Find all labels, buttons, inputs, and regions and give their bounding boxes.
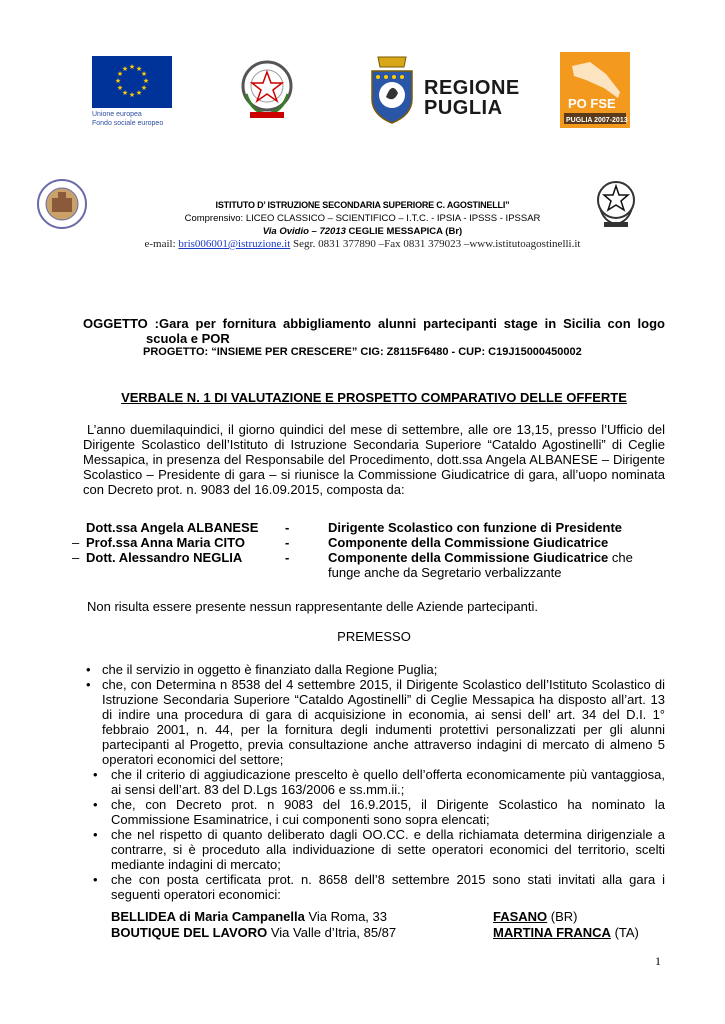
italian-republic-emblem [238,54,296,124]
eu-flag-logo [92,56,172,108]
po-fse-text: PO FSE [568,96,616,111]
supplier-city-name: MARTINA FRANCA [493,925,611,940]
supplier-province: (TA) [610,925,639,940]
po-fse-puglia-logo [560,52,630,128]
supplier-address: Via Roma, 33 [304,909,387,924]
oggetto-text: Gara per fornitura abbigliamento alunni partecipanti stage in Sicilia con logo [159,316,665,331]
logo-row [0,48,725,138]
oggetto-label: OGGETTO : [83,316,159,331]
svg-text:★: ★ [116,70,124,78]
supplier-name: BELLIDEA di Maria Campanella [111,909,305,924]
email-link[interactable]: bris006001@istruzione.it [178,238,291,250]
svg-text:★: ★ [128,91,136,99]
oggetto-line2: scuola e POR [146,331,230,346]
no-representatives-line: Non risulta essere presente nessun rappresentante delle Aziende partecipanti. [87,599,538,614]
svg-text:★: ★ [116,84,124,92]
svg-text:★: ★ [121,89,129,97]
premesso-list [83,662,665,902]
eu-caption-line1: Unione europea [92,111,142,118]
address-street: Via Ovidio – 72013 [262,226,346,237]
supplier-city [493,925,639,941]
regione-puglia-logo-text [424,78,520,118]
commission-members [72,520,668,580]
intro-paragraph [83,422,665,497]
svg-text:★: ★ [121,65,129,73]
suppliers-list [111,909,671,941]
svg-text:★: ★ [135,89,143,97]
list-item: • che, con Decreto prot. n 9083 del 16.9.2015, il Dirigente Scolastico ha nominato la Commissione Esaminatrice, i cui componenti sono sopra elencati; [83,797,665,827]
member-continuation: funge anche da Segretario verbalizzante [328,565,562,580]
address-city: CEGLIE MESSAPICA (Br) [345,226,463,237]
supplier-row [111,925,671,941]
school-header [95,199,630,251]
school-contacts [95,238,630,251]
svg-text:★: ★ [142,77,150,85]
member-name: Dott. Alessandro NEGLIA [86,550,243,565]
list-item: • che il criterio di aggiudicazione prescelto è quello dell’offerta economicamente più vantaggiosa, ai sensi dell’art. 83 del D.Lgs 163/2006 e ss.mm.ii.; [83,767,665,797]
list-item: • che nel rispetto di quanto deliberato dagli OO.CC. e della richiamata determina dirigenziale a contrarre, si è proceduto alla individuazione di sette operatori economici del territorio, scelti mediante indagini di mercato; [83,827,665,872]
supplier-city-name: FASANO [493,909,548,924]
eu-caption [92,110,192,128]
list-item: • che con posta certificata prot. n. 8658 dell’8 settembre 2015 sono stati invitati alla gara i seguenti operatori economici: [83,872,665,902]
member-row [72,550,668,565]
email-label: e-mail: [144,238,179,250]
supplier-city [493,909,578,925]
supplier-row [111,909,671,925]
supplier-name: BOUTIQUE DEL LAVORO [111,925,268,940]
po-fse-puglia-period: PUGLIA 2007-2013 [566,117,628,124]
school-name: ISTITUTO D’ ISTRUZIONE SECONDARIA SUPERIORE C. AGOSTINELLI” [215,200,510,210]
puglia-word: PUGLIA [424,97,503,119]
school-logo [36,178,88,230]
member-dash: – [72,535,80,550]
progetto-label: PROGETTO [143,346,205,358]
member-role-extra: che [608,550,633,565]
verbale-title: VERBALE N. 1 DI VALUTAZIONE E PROSPETTO COMPARATIVO DELLE OFFERTE [121,390,627,405]
list-item: • che, con Determina n 8538 del 4 settembre 2015, il Dirigente Scolastico dell’Istituto Scolastico di Istruzione Secondaria Superiore “Cataldo Agostinelli” di Ceglie Messapica ha disposto all’art. 13 di indire una procedura di gara di acquisizione in economia, ai sensi dell’ art. 34 del D.I. 1° febbraio 2001, n. 44, per la fornitura degli indumenti protettivi personalizzati per gli alunni partecipanti al Progetto, previa consultazione anche attraverso indagini di mercato di almeno 5 operatori economici del settore; [83,677,665,767]
member-row [72,535,668,550]
member-separator: - [285,535,290,550]
svg-text:★: ★ [114,77,122,85]
member-role-text: Componente della Commissione Giudicatrice [328,535,609,550]
supplier-address: Via Valle d’Itria, 85/87 [267,925,397,940]
member-name: Dott.ssa Angela ALBANESE [86,520,259,535]
page-number: 1 [655,954,661,968]
eu-caption-line2: Fondo sociale europeo [92,120,164,127]
member-separator: - [285,520,290,535]
svg-text:★: ★ [140,84,148,92]
member-name: Prof.ssa Anna Maria CITO [86,535,245,550]
member-role-text: Dirigente Scolastico con funzione di Presidente [328,520,622,535]
progetto-text: : “INSIEME PER CRESCERE” CIG: Z8115F6480 - CUP: C19J15000450002 [204,346,582,358]
supplier-province: (BR) [547,909,578,924]
member-role-text: Componente della Commissione Giudicatrice [328,550,609,565]
oggetto-block [83,316,665,346]
svg-text:★: ★ [135,65,143,73]
regione-word: REGIONE [424,77,520,99]
progetto-line [143,346,582,358]
oggetto-line1 [83,316,665,331]
member-row [78,520,668,535]
member-dash: – [72,550,80,565]
school-address [95,225,630,238]
school-comprensivo: Comprensivo: LICEO CLASSICO – SCIENTIFICO – I.T.C. - IPSIA - IPSSS - IPSSAR [184,213,541,224]
list-item: • che il servizio in oggetto è finanziato dalla Regione Puglia; [83,662,665,677]
svg-text:★: ★ [140,70,148,78]
puglia-crest [368,53,416,125]
member-role [328,535,668,550]
intro-text: L’anno duemilaquindici, il giorno quindici del mese di settembre, alle ore 13,15, presso l’Ufficio del Dirigente Scolastico dell’Istituto di Istruzione Secondaria Superiore “Cataldo Agostinelli” di Ceglie Messapica, in presenza del Responsabile del Procedimento, dott.ssa Angela ALBANESE – Dirigente Scolastico – Presidente di gara – si riunisce la Commissione Giudicatrice di gara, all’uopo nominata con Decreto prot. n. 9083 del 16.09.2015, composta da: [83,422,665,497]
member-role [328,550,668,565]
premesso-heading: PREMESSO [337,629,411,644]
member-role [328,520,668,535]
svg-text:★: ★ [128,63,136,71]
phone-fax-web: Segr. 0831 377890 –Fax 0831 379023 –www.istitutoagostinelli.it [290,238,581,250]
member-separator: - [285,550,290,565]
